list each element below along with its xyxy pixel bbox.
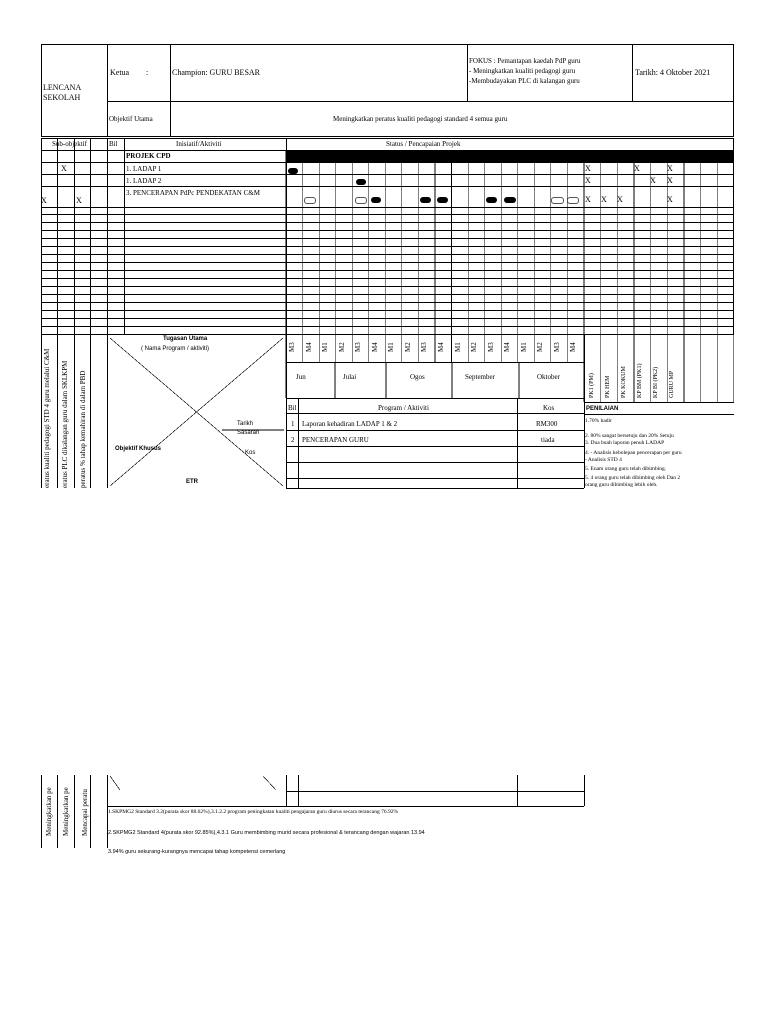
resp-header-2: PK HEM — [605, 375, 611, 398]
grid-line — [263, 776, 276, 790]
gantt-bar-c5 — [504, 197, 516, 203]
sub-objektif-header: Sub-objektif — [52, 140, 87, 148]
resp-mark-r1-1: X — [585, 164, 591, 173]
side-label-1: eratus kualiti pedagogi STD 4 guru melalui C&M — [43, 348, 51, 488]
etr-label: ETR — [186, 479, 198, 485]
gantt-bar-c2 — [420, 197, 431, 203]
resp-mark-r2-5: X — [650, 176, 656, 185]
week-label: M1 — [453, 342, 462, 352]
resp-header-5: KP BI (PK2) — [653, 366, 659, 398]
penilaian-line-7: 5. 4 orang guru telah dibimbing oleh Dan 2 — [585, 475, 681, 481]
gantt-bar-ladap2 — [356, 179, 366, 185]
lower-label-2: Meningkatkan pe — [62, 787, 70, 836]
tarikh-text: Tarikh: 4 Oktober 2021 — [635, 68, 711, 77]
program-bil-header: Bil — [288, 404, 297, 412]
week-label: M4 — [569, 342, 578, 352]
week-label: M4 — [304, 342, 313, 352]
tugasan-subtitle: ( Nama Program / aktiviti) — [141, 346, 210, 352]
week-label: M2 — [470, 342, 479, 352]
week-label: M4 — [436, 342, 445, 352]
week-label: M2 — [337, 342, 346, 352]
objektif-text: Meningkatkan peratus kualiti pedagogi standard 4 semua guru — [333, 115, 508, 123]
projek-cpd-bar — [286, 151, 734, 162]
gantt-plan-3 — [551, 197, 564, 204]
penilaian-line-8: orang guru dibimbing lebih oleh. — [585, 482, 658, 488]
sasaran-label: Sasaran — [237, 430, 260, 436]
tugasan-title: Tugasan Utama — [163, 336, 208, 342]
gantt-bar-c3 — [437, 197, 448, 203]
side-label-2: eratus PLC dikalangan guru dalam SKLKPM — [61, 360, 69, 488]
month-september: September — [465, 373, 495, 381]
project-row-1-label: 1. LADAP 1 — [126, 165, 162, 173]
resp-mark-r1-4: X — [634, 164, 640, 173]
gantt-plan-1 — [304, 197, 316, 204]
resp-header-1: PK1 (PM) — [589, 373, 595, 398]
penilaian-line-5: - Analisis STD 4 — [585, 457, 622, 463]
week-label: M3 — [420, 342, 429, 352]
resp-mark-r3-6: X — [667, 195, 673, 204]
program-kos-header: Kos — [543, 404, 555, 412]
week-label: M4 — [503, 342, 512, 352]
penilaian-line-2: 2. 80% sangat bersetuju dan 20% Setuju — [585, 433, 674, 439]
ketua-label: Ketua — [110, 68, 130, 77]
month-julai: Julai — [343, 373, 357, 381]
inisiatif-header: Inisiatif/Aktiviti — [176, 140, 222, 148]
program-1-bil: 1 — [291, 420, 295, 428]
resp-mark-r2-6: X — [667, 176, 673, 185]
penilaian-line-6: 5. Enam orang guru telah dibimbing. — [585, 466, 667, 472]
note-2: 2.SKPMG2 Standard 4(purata skor 92.85%),4.3.1 Guru membimbing murid secara profesional & terancang dengan wajaran 13.94 — [108, 830, 425, 836]
side-label-3: peratus % tahap kemahiran di dalam PBD — [79, 370, 87, 488]
project-row-3-label: 3. PENCERAPAN PdPc PENDEKATAN C&M — [126, 189, 260, 197]
week-label: M2 — [536, 342, 545, 352]
week-label: M4 — [370, 342, 379, 352]
resp-mark-r3-3: X — [617, 195, 623, 204]
program-1-name: Laporan kehadiran LADAP 1 & 2 — [302, 420, 398, 428]
program-header: Program / Aktiviti — [378, 404, 429, 412]
resp-mark-r2-1: X — [585, 176, 591, 185]
status-header: Status / Pencapaian Projek — [386, 140, 461, 148]
projek-cpd-title: PROJEK CPD — [126, 152, 171, 160]
resp-header-3: PK KOKUM — [621, 366, 627, 398]
resp-mark-r1-6: X — [667, 164, 673, 173]
month-ogos: Ogos — [410, 373, 425, 381]
objektif-khusus-label: Objektif Khusus — [115, 446, 162, 452]
week-label: M1 — [387, 342, 396, 352]
fokus-line-2: - Meningkatkan kualiti pedagogi guru — [469, 67, 576, 75]
gantt-plan-2 — [355, 197, 367, 204]
bil-header: Bil — [109, 140, 118, 148]
week-label: M3 — [354, 342, 363, 352]
objektif-label: Objektif Utama — [109, 115, 153, 123]
month-oktober: Oktober — [537, 373, 560, 381]
note-1: 1.SKPMG2 Standard 3.2(purata skor 88.62%),3.1.2.2 program peningkatan kualiti pengajaran guru diurus secara terancang 76.92% — [108, 809, 399, 815]
lower-label-3: Mencapai peratu — [81, 789, 89, 836]
program-2-kos: tiada — [541, 436, 555, 444]
resp-mark-r3-1: X — [585, 195, 591, 204]
resp-header-4: KP BM (PK1) — [637, 363, 643, 398]
penilaian-line-4: 4. - Analisis kebolepan pencerapan per guru — [585, 450, 682, 456]
gantt-bar-c4 — [486, 197, 497, 203]
week-label: M3 — [552, 342, 561, 352]
ketua-colon: : — [146, 68, 149, 77]
program-2-name: PENCERAPAN GURU — [302, 436, 369, 444]
week-label: M3 — [288, 342, 296, 352]
sub-mark-r3a: X — [41, 196, 47, 205]
gantt-plan-4 — [567, 197, 579, 204]
week-label: M3 — [486, 342, 495, 352]
lower-label-1: Meningkatkan pe — [45, 787, 53, 836]
week-label: M2 — [403, 342, 412, 352]
champion-text: Champion: GURU BESAR — [172, 68, 261, 77]
week-label: M1 — [519, 342, 528, 352]
penilaian-line-3: 3. Dua buah laporan penuh LADAP — [585, 440, 665, 446]
note-3: 3.94% guru sekurang-kurangnya mencapai tahap kompetensi cemerlang — [108, 849, 286, 855]
month-jun: Jun — [296, 373, 306, 381]
sub-mark-r1: X — [61, 164, 67, 173]
gantt-bar-c1 — [371, 197, 381, 203]
program-2-bil: 2 — [291, 436, 295, 444]
resp-header-6: GURU MP — [669, 370, 675, 398]
resp-mark-r3-2: X — [601, 195, 607, 204]
fokus-line-3: -Membudayakan PLC di kalangan guru — [469, 77, 580, 85]
sub-mark-r3c: X — [76, 196, 82, 205]
logo-placeholder: LENCANA SEKOLAH — [43, 83, 81, 102]
kos-label: Kos — [245, 450, 256, 456]
project-row-2-label: 1. LADAP 2 — [126, 177, 162, 185]
gantt-bar-ladap1 — [288, 168, 298, 174]
penilaian-line-1: 1.70% hadir — [585, 418, 612, 424]
penilaian-title: PENILAIAN — [586, 406, 619, 412]
tarikh-label: Tarikh — [237, 421, 254, 427]
fokus-line-1: FOKUS : Pemantapan kaedah PdP guru — [469, 57, 581, 65]
week-label: M1 — [321, 342, 330, 352]
grid-line — [110, 776, 120, 790]
program-1-kos: RM300 — [536, 420, 558, 428]
